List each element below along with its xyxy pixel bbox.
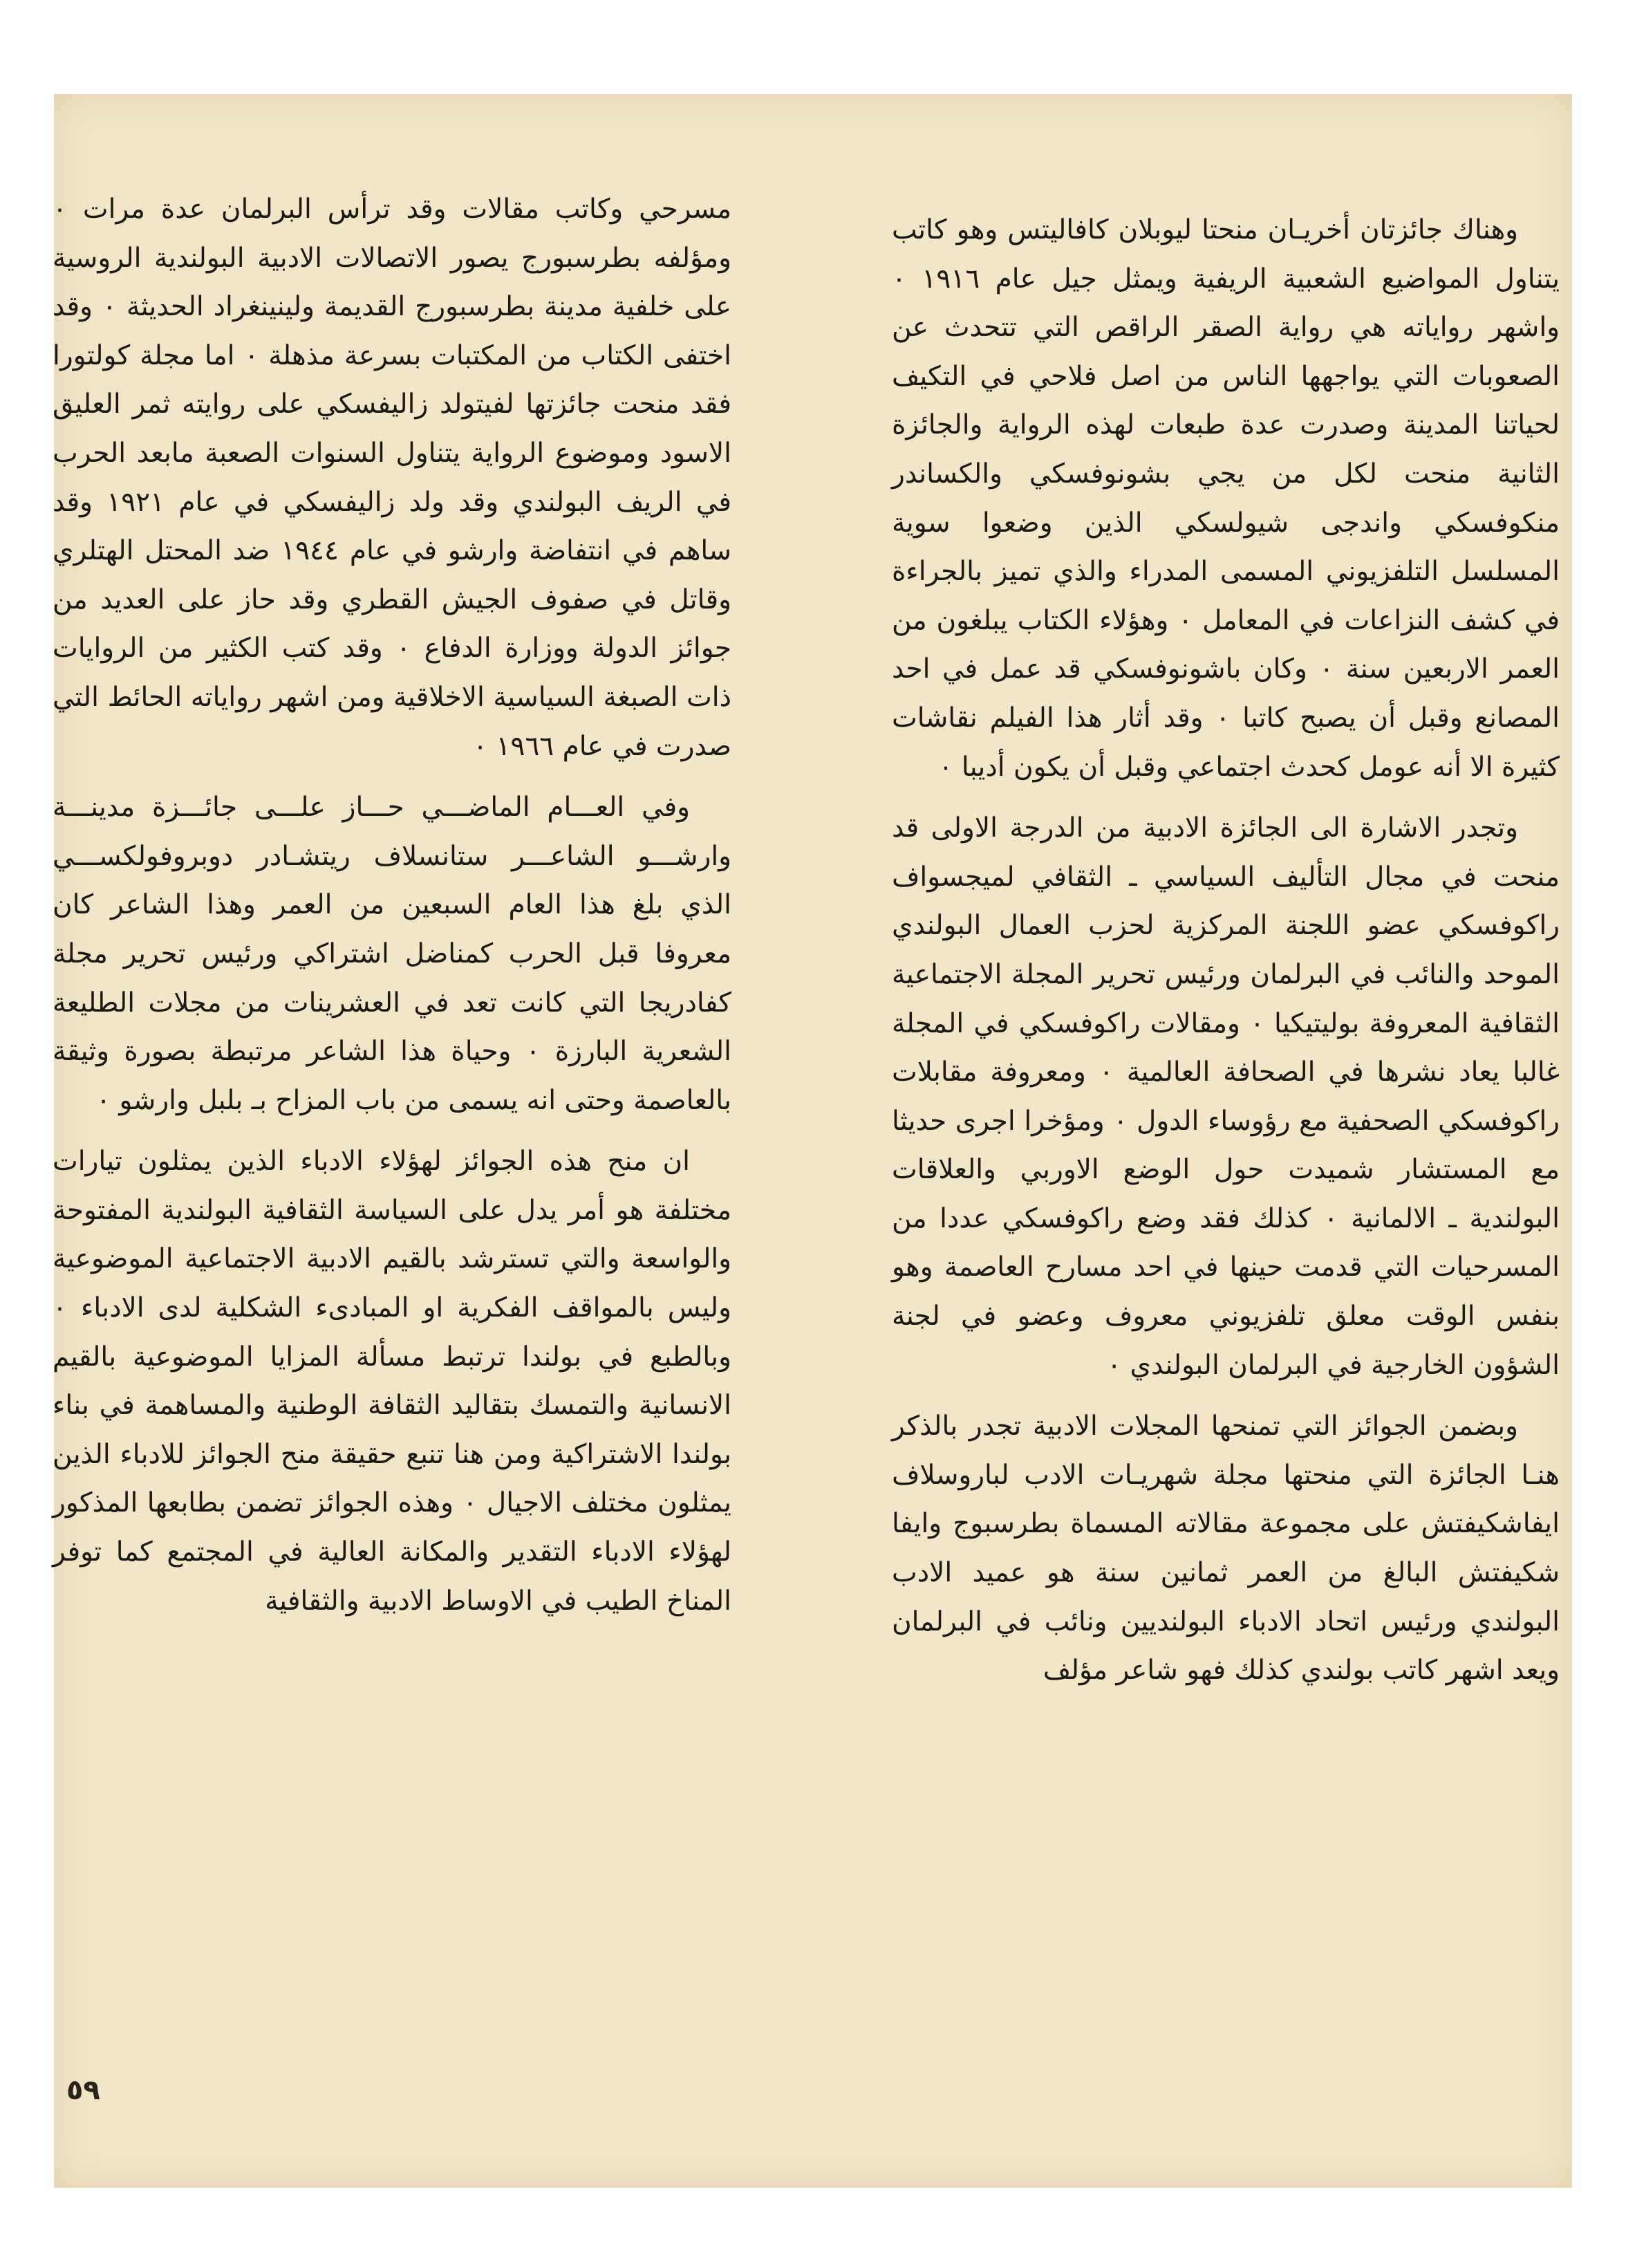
page-number: ٥٩ [66,2074,100,2106]
right-column [892,206,1560,1708]
left-paragraph-3: ان منح هذه الجوائز لهؤلاء الادباء الذين يمثلون تيارات مختلفة هو أمر يدل على السياسة الثقافية البولندية المفتوحة والواسعة والتي تسترشد بالقيم الادبية الاجتماعية الموضوعية وليس بالمواقف الفكرية او المبادىء الشكلية لدى الادباء ٠ وبالطبع في بولندا ترتبط مسألة المزايا الموضوعية بالقيم الانسانية والتمسك بتقاليد الثقافة الوطنية والمساهمة في بناء بولندا الاشتراكية ومن هنا تنبع حقيقة منح الجوائز للادباء الذين يمثلون مختلف الاجيال ٠ وهذه الجوائز تضمن بطابعها المذكور لهؤلاء الادباء التقدير والمكانة العالية في المجتمع كما توفر المناخ الطيب في الاوساط الادبية والثقافية [53,1146,731,1617]
left-paragraph-2: وفي العـــام الماضـــي حـــاز علـــى جائـــزة مدينـــة وارشـــو الشاعـــر ستانسلاف ريتشـادر دوبروفولكســـي الذي بلغ هذا العام السبعين من العمر وهذا الشاعر كان معروفا قبل الحرب كمناضل اشتراكي ورئيس تحرير مجلة كفادريجا التي كانت تعد في العشرينات من مجلات الطليعة الشعرية البارزة ٠ وحياة هذا الشاعر مرتبطة بصورة وثيقة بالعاصمة وحتى انه يسمى من باب المزاح بـ بلبل وارشو ٠ [53,792,731,1116]
right-paragraph-1: وهناك جائزتان أخريـان منحتا ليوبلان كافاليتس وهو كاتب يتناول المواضيع الشعبية الريفية ويمثل جيل عام ١٩١٦ ٠ واشهر رواياته هي رواية الصقر الراقص التي تتحدث عن الصعوبات التي يواجهها الناس من اصل فلاحي في التكيف لحياتنا المدينة وصدرت عدة طبعات لهذه الرواية والجائزة الثانية منحت لكل من يجي بشونوفسكي والكساندر منكوفسكي واندجى شيولسكي الذين وضعوا سوية المسلسل التلفزيوني المسمى المدراء والذي تميز بالجراءة في كشف النزاعات في المعامل ٠ وهؤلاء الكتاب يبلغون من العمر الاربعين سنة ٠ وكان باشونوفسكي قد عمل في احد المصانع وقبل أن يصبح كاتبا ٠ وقد أثار هذا الفيلم نقاشات كثيرة الا أنه عومل كحدث اجتماعي وقبل أن يكون أديبا ٠ [892,214,1560,783]
left-paragraph-1: مسرحي وكاتب مقالات وقد ترأس البرلمان عدة مرات ٠ ومؤلفه بطرسبورج يصور الاتصالات الادبية البولندية الروسية على خلفية مدينة بطرسبورج القديمة ولينينغراد الحديثة ٠ وقد اختفى الكتاب من المكتبات بسرعة مذهلة ٠ اما مجلة كولتورا فقد منحت جائزتها لفيتولد زاليفسكي على روايته ثمر العليق الاسود وموضوع الرواية يتناول السنوات الصعبة مابعد الحرب في الريف البولندي وقد ولد زاليفسكي في عام ١٩٢١ وقد ساهم في انتفاضة وارشو في عام ١٩٤٤ ضد المحتل الهتلري وقاتل في صفوف الجيش القطري وقد حاز على العديد من جوائز الدولة ووزارة الدفاع ٠ وقد كتب الكثير من الروايات ذات الصبغة السياسية الاخلاقية ومن اشهر رواياته الحائط التي صدرت في عام ١٩٦٦ ٠ [53,194,731,762]
right-paragraph-3: وبضمن الجوائز التي تمنحها المجلات الادبية تجدر بالذكر هنـا الجائزة التي منحتها مجلة شهريـات الادب لباروسلاف ايفاشكيفتش على مجموعة مقالاته المسماة بطرسبوج وايفا شكيفتش البالغ من العمر ثمانين سنة هو عميد الادب البولندي ورئيس اتحاد الادباء البولنديين ونائب في البرلمان ويعد اشهر كاتب بولندي كذلك فهو شاعر مؤلف [892,1411,1560,1686]
right-paragraph-2: وتجدر الاشارة الى الجائزة الادبية من الدرجة الاولى قد منحت في مجال التأليف السياسي ـ الثقافي لميجسواف راكوفسكي عضو اللجنة المركزية لحزب العمال البولندي الموحد والنائب في البرلمان ورئيس تحرير المجلة الاجتماعية الثقافية المعروفة بوليتيكيا ٠ ومقالات راكوفسكي في المجلة غالبا يعاد نشرها في الصحافة العالمية ٠ ومعروفة مقابلات راكوفسكي الصحفية مع رؤوساء الدول ٠ ومؤخرا اجرى حديثا مع المستشار شميدت حول الوضع الاوربي والعلاقات البولندية ـ الالمانية ٠ كذلك فقد وضع راكوفسكي عددا من المسرحيات التي قدمت حينها في احد مسارح العاصمة وهو بنفس الوقت معلق تلفزيوني معروف وعضو في لجنة الشؤون الخارجية في البرلمان البولندي ٠ [892,812,1560,1381]
left-column [53,185,731,1638]
